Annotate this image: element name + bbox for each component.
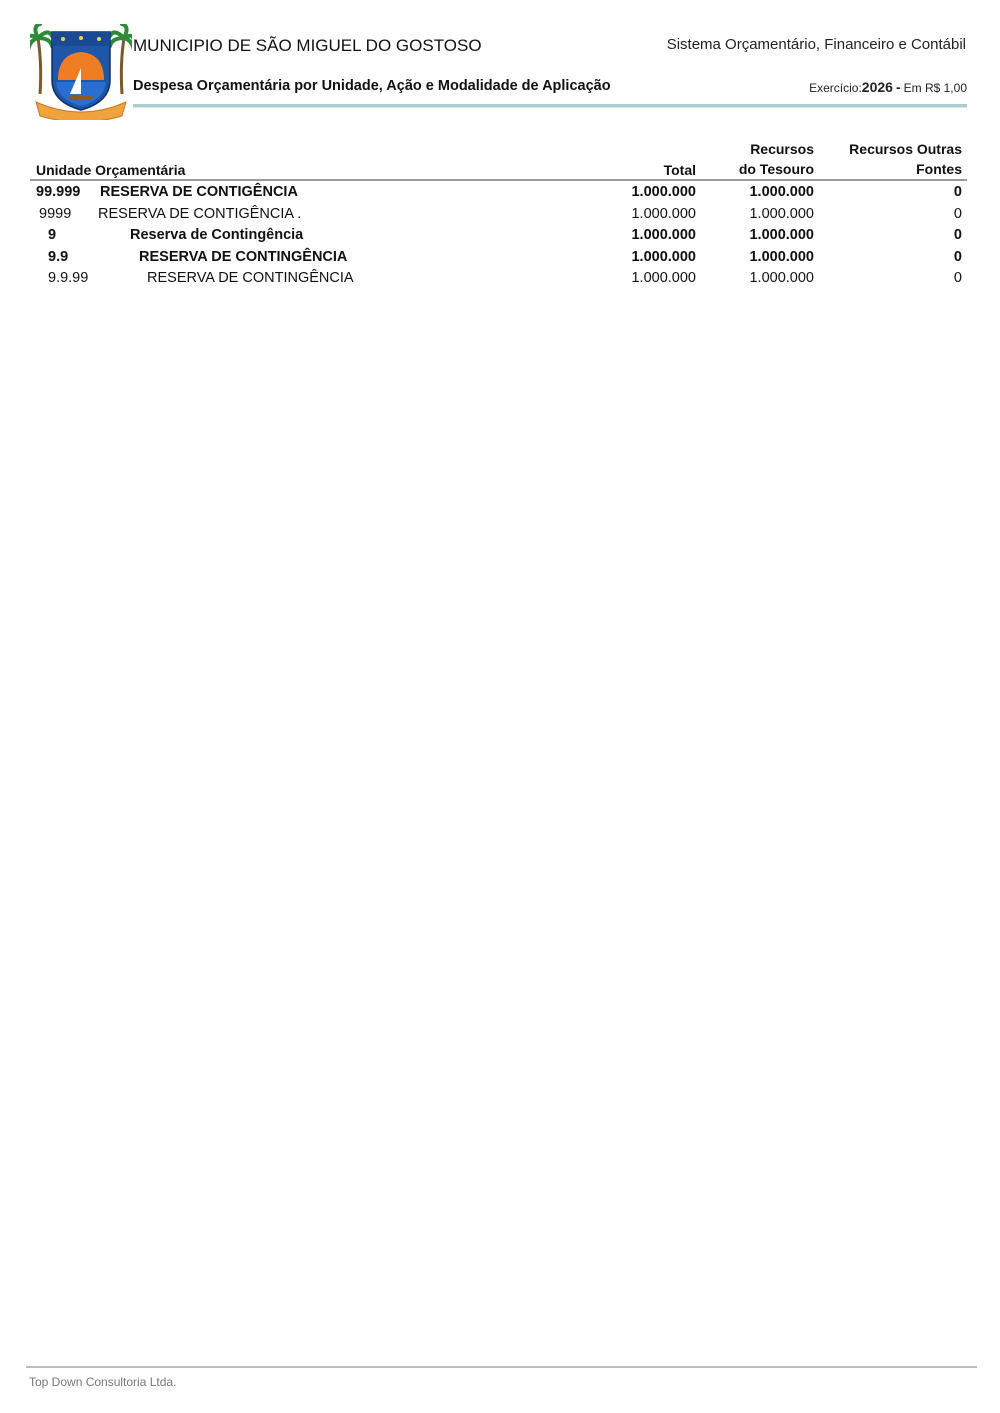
row-description: Reserva de Contingência xyxy=(130,227,304,243)
row-outras-fontes: 0 xyxy=(953,249,962,265)
row-tesouro: 1.000.000 xyxy=(749,270,814,286)
row-total: 1.000.000 xyxy=(631,249,696,265)
row-description: RESERVA DE CONTINGÊNCIA xyxy=(147,270,354,286)
column-header-outras-line2: Fontes xyxy=(916,161,962,177)
column-header-total: Total xyxy=(663,162,696,178)
column-header-tesouro-line1: Recursos xyxy=(750,141,814,157)
column-header-outras-line1: Recursos Outras xyxy=(849,141,962,157)
row-outras-fontes: 0 xyxy=(953,184,962,200)
row-code: 9.9 xyxy=(48,249,69,265)
row-outras-fontes: 0 xyxy=(953,227,962,243)
row-total: 1.000.000 xyxy=(631,184,696,200)
row-total: 1.000.000 xyxy=(631,227,696,243)
column-header-tesouro-line2: do Tesouro xyxy=(738,161,814,177)
row-code: 99.999 xyxy=(36,184,81,200)
row-description: RESERVA DE CONTIGÊNCIA . xyxy=(98,206,302,222)
palm-tree-right-icon xyxy=(110,24,132,94)
row-code: 9.9.99 xyxy=(48,270,89,286)
row-description: RESERVA DE CONTINGÊNCIA xyxy=(139,249,348,265)
row-tesouro: 1.000.000 xyxy=(749,227,814,243)
fiscal-year-separator: - xyxy=(895,79,901,95)
column-header-tesouro xyxy=(694,139,814,179)
table-row xyxy=(0,182,1000,203)
currency-unit: Em R$ 1,00 xyxy=(903,81,967,95)
palm-tree-left-icon xyxy=(30,24,52,94)
row-tesouro: 1.000.000 xyxy=(749,184,814,200)
table-row xyxy=(0,247,1000,268)
municipality-name: MUNICIPIO DE SÃO MIGUEL DO GOSTOSO xyxy=(133,36,482,55)
table-row xyxy=(0,268,1000,289)
footer-divider xyxy=(26,1366,977,1368)
table-row xyxy=(0,204,1000,225)
column-header-outras-fontes xyxy=(822,139,962,179)
table-row xyxy=(0,225,1000,246)
row-code: 9 xyxy=(48,227,57,243)
row-tesouro: 1.000.000 xyxy=(749,249,814,265)
row-description: RESERVA DE CONTIGÊNCIA xyxy=(100,184,298,200)
row-tesouro: 1.000.000 xyxy=(749,206,814,222)
table-header-divider xyxy=(30,179,967,181)
report-title: Despesa Orçamentária por Unidade, Ação e Modalidade de Aplicação xyxy=(133,78,611,94)
row-total: 1.000.000 xyxy=(631,206,696,222)
row-total: 1.000.000 xyxy=(631,270,696,286)
column-header-unidade: Unidade Orçamentária xyxy=(36,162,186,178)
fiscal-year-value: 2026 xyxy=(861,79,893,95)
header-divider xyxy=(133,104,967,108)
system-name: Sistema Orçamentário, Financeiro e Contábil xyxy=(666,36,966,53)
municipal-coat-of-arms-logo xyxy=(30,24,132,120)
row-outras-fontes: 0 xyxy=(953,270,962,286)
row-code: 9999 xyxy=(39,206,72,222)
fiscal-year-label: Exercício: xyxy=(809,81,862,95)
fiscal-year-info xyxy=(809,79,967,95)
row-outras-fontes: 0 xyxy=(953,206,962,222)
footer-company: Top Down Consultoria Ltda. xyxy=(29,1375,177,1389)
